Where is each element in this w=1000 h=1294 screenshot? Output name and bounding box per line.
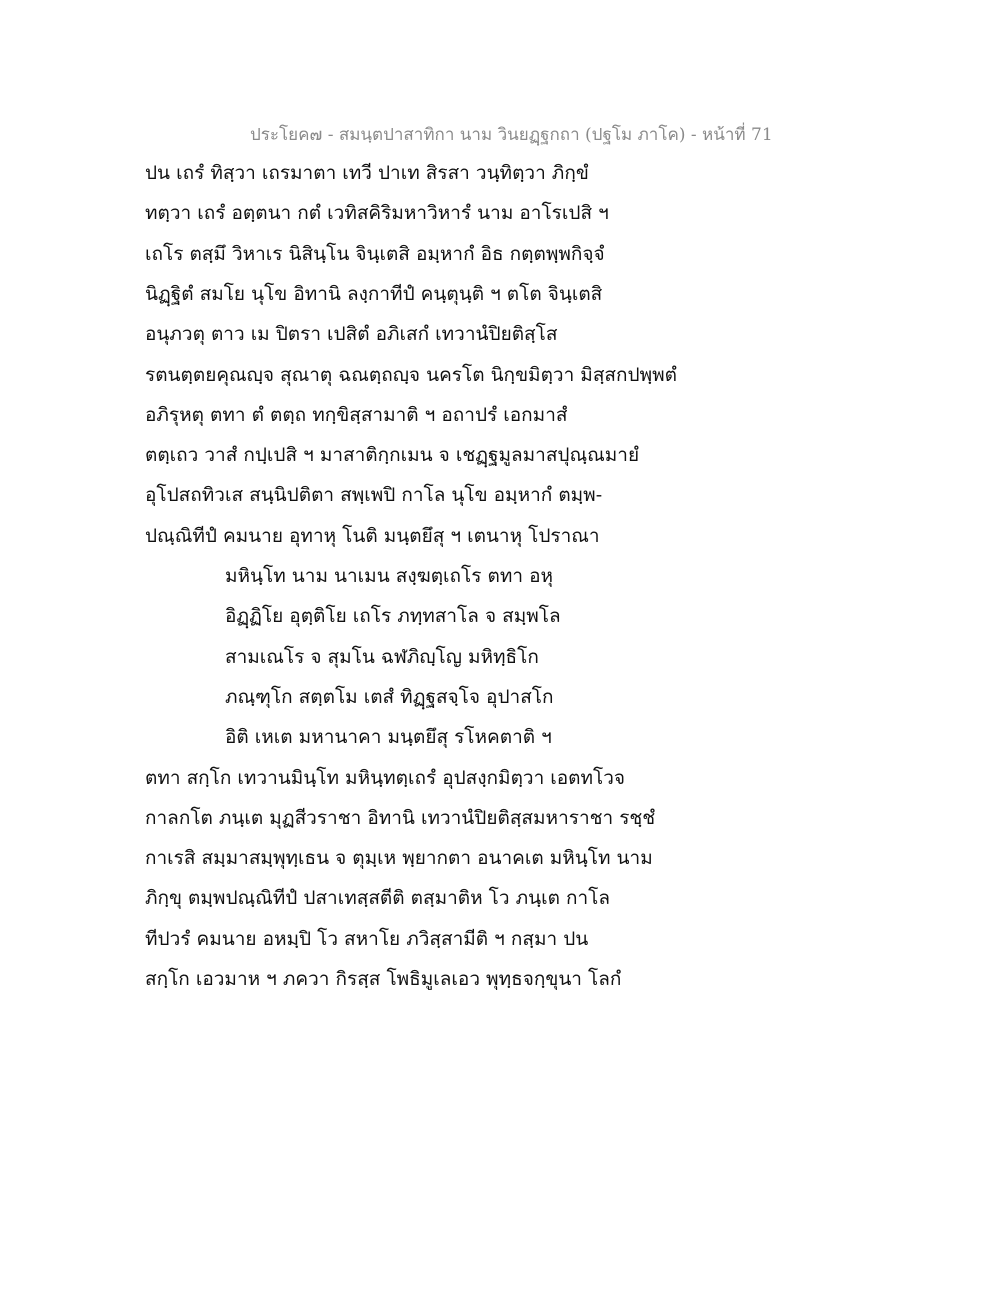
- prose-line: สกฺโก เอวมาห ฯ ภควา กิรสฺส โพธิมูเลเอว พุทฺธจกฺขุนา โลกํ: [145, 968, 622, 990]
- prose-line: นิฏฺฐิตํ สมโย นุโข อิทานิ ลงฺกาทีปํ คนฺตุนฺติ ฯ ตโต จินฺเตสิ: [145, 282, 603, 305]
- page-header: ประโยค๗ - สมนฺตปาสาทิกา นาม วินยฏฺฐกถา (ปฐโม ภาโค) - หน้าที่ 71: [250, 125, 773, 145]
- prose-line: ตตฺเถว วาสํ กปฺเปสิ ฯ มาสาติกฺกเมน จ เชฏฺฐมูลมาสปุณฺณมายํ: [145, 444, 640, 467]
- prose-line: ทตฺวา เถรํ อตฺตนา กตํ เวทิสคิริมหาวิหารํ นาม อาโรเปสิ ฯ: [145, 202, 609, 225]
- prose-line: อนุภวตุ ตาว เม ปิตรา เปสิตํ อภิเสกํ เทวานํปิยติสฺโส: [145, 323, 558, 346]
- prose-line: ภิกฺขุ ตมฺพปณฺณิทีปํ ปสาเทสฺสตีติ ตสฺมาติห โว ภนฺเต กาโล: [145, 887, 610, 910]
- verse-line: มหินฺโท นาม นาเมน สงฺฆตฺเถโร ตทา อหุ: [225, 565, 554, 587]
- prose-line: ปณฺณิทีปํ คมนาย อุทาหุ โนติ มนฺตยึสุ ฯ เตนาหุ โปราณา: [145, 524, 600, 547]
- prose-line: ตทา สกฺโก เทวานมินฺโท มหินฺทตฺเถรํ อุปสงฺกมิตฺวา เอตทโวจ: [145, 766, 626, 789]
- prose-line: อภิรุหตุ ตทา ตํ ตตฺถ ทกฺขิสฺสามาติ ฯ อถาปรํ เอกมาสํ: [145, 403, 568, 426]
- verse-line: อิฏฺฏิโย อุตฺติโย เถโร ภทฺทสาโล จ สมฺพโล: [225, 605, 561, 628]
- prose-line: ทีปวรํ คมนาย อหมฺปิ โว สหาโย ภวิสฺสามีติ ฯ กสฺมา ปน: [145, 927, 589, 950]
- prose-line: รตนตฺตยคุณญฺจ สุณาตุ ฉณตฺถญฺจ นครโต นิกฺขมิตฺวา มิสฺสกปพฺพตํ: [145, 363, 677, 386]
- prose-line: กาลกโต ภนฺเต มุฏสีวราชา อิทานิ เทวานํปิยติสฺสมหาราชา รชฺชํ: [145, 806, 656, 829]
- prose-line: กาเรสิ สมฺมาสมฺพุทฺเธน จ ตุมฺเห พฺยากตา อนาคเต มหินฺโท นาม: [145, 847, 653, 870]
- verse-line: สามเณโร จ สุมโน ฉฬภิญฺโญ มหิทฺธิโก: [225, 645, 539, 668]
- verse-line: อิติ เหเต มหานาคา มนฺตยึสุ รโหคตาติ ฯ: [225, 726, 552, 749]
- verse-line: ภณฺฑุโก สตฺตโม เตสํ ทิฏฺฐสจฺโจ อุปาสโก: [225, 685, 554, 708]
- prose-line: ปน เถรํ ทิสฺวา เถรมาตา เทวี ปาเท สิรสา วนฺทิตฺวา ภิกฺขํ: [145, 162, 589, 184]
- prose-line: อุโปสถทิวเส สนฺนิปติตา สพฺเพปิ กาโล นุโข อมฺหากํ ตมฺพ-: [145, 484, 603, 507]
- prose-line: เถโร ตสฺมึ วิหาเร นิสินฺโน จินฺเตสิ อมฺหากํ อิธ กตฺตพฺพกิจฺจํ: [145, 242, 605, 265]
